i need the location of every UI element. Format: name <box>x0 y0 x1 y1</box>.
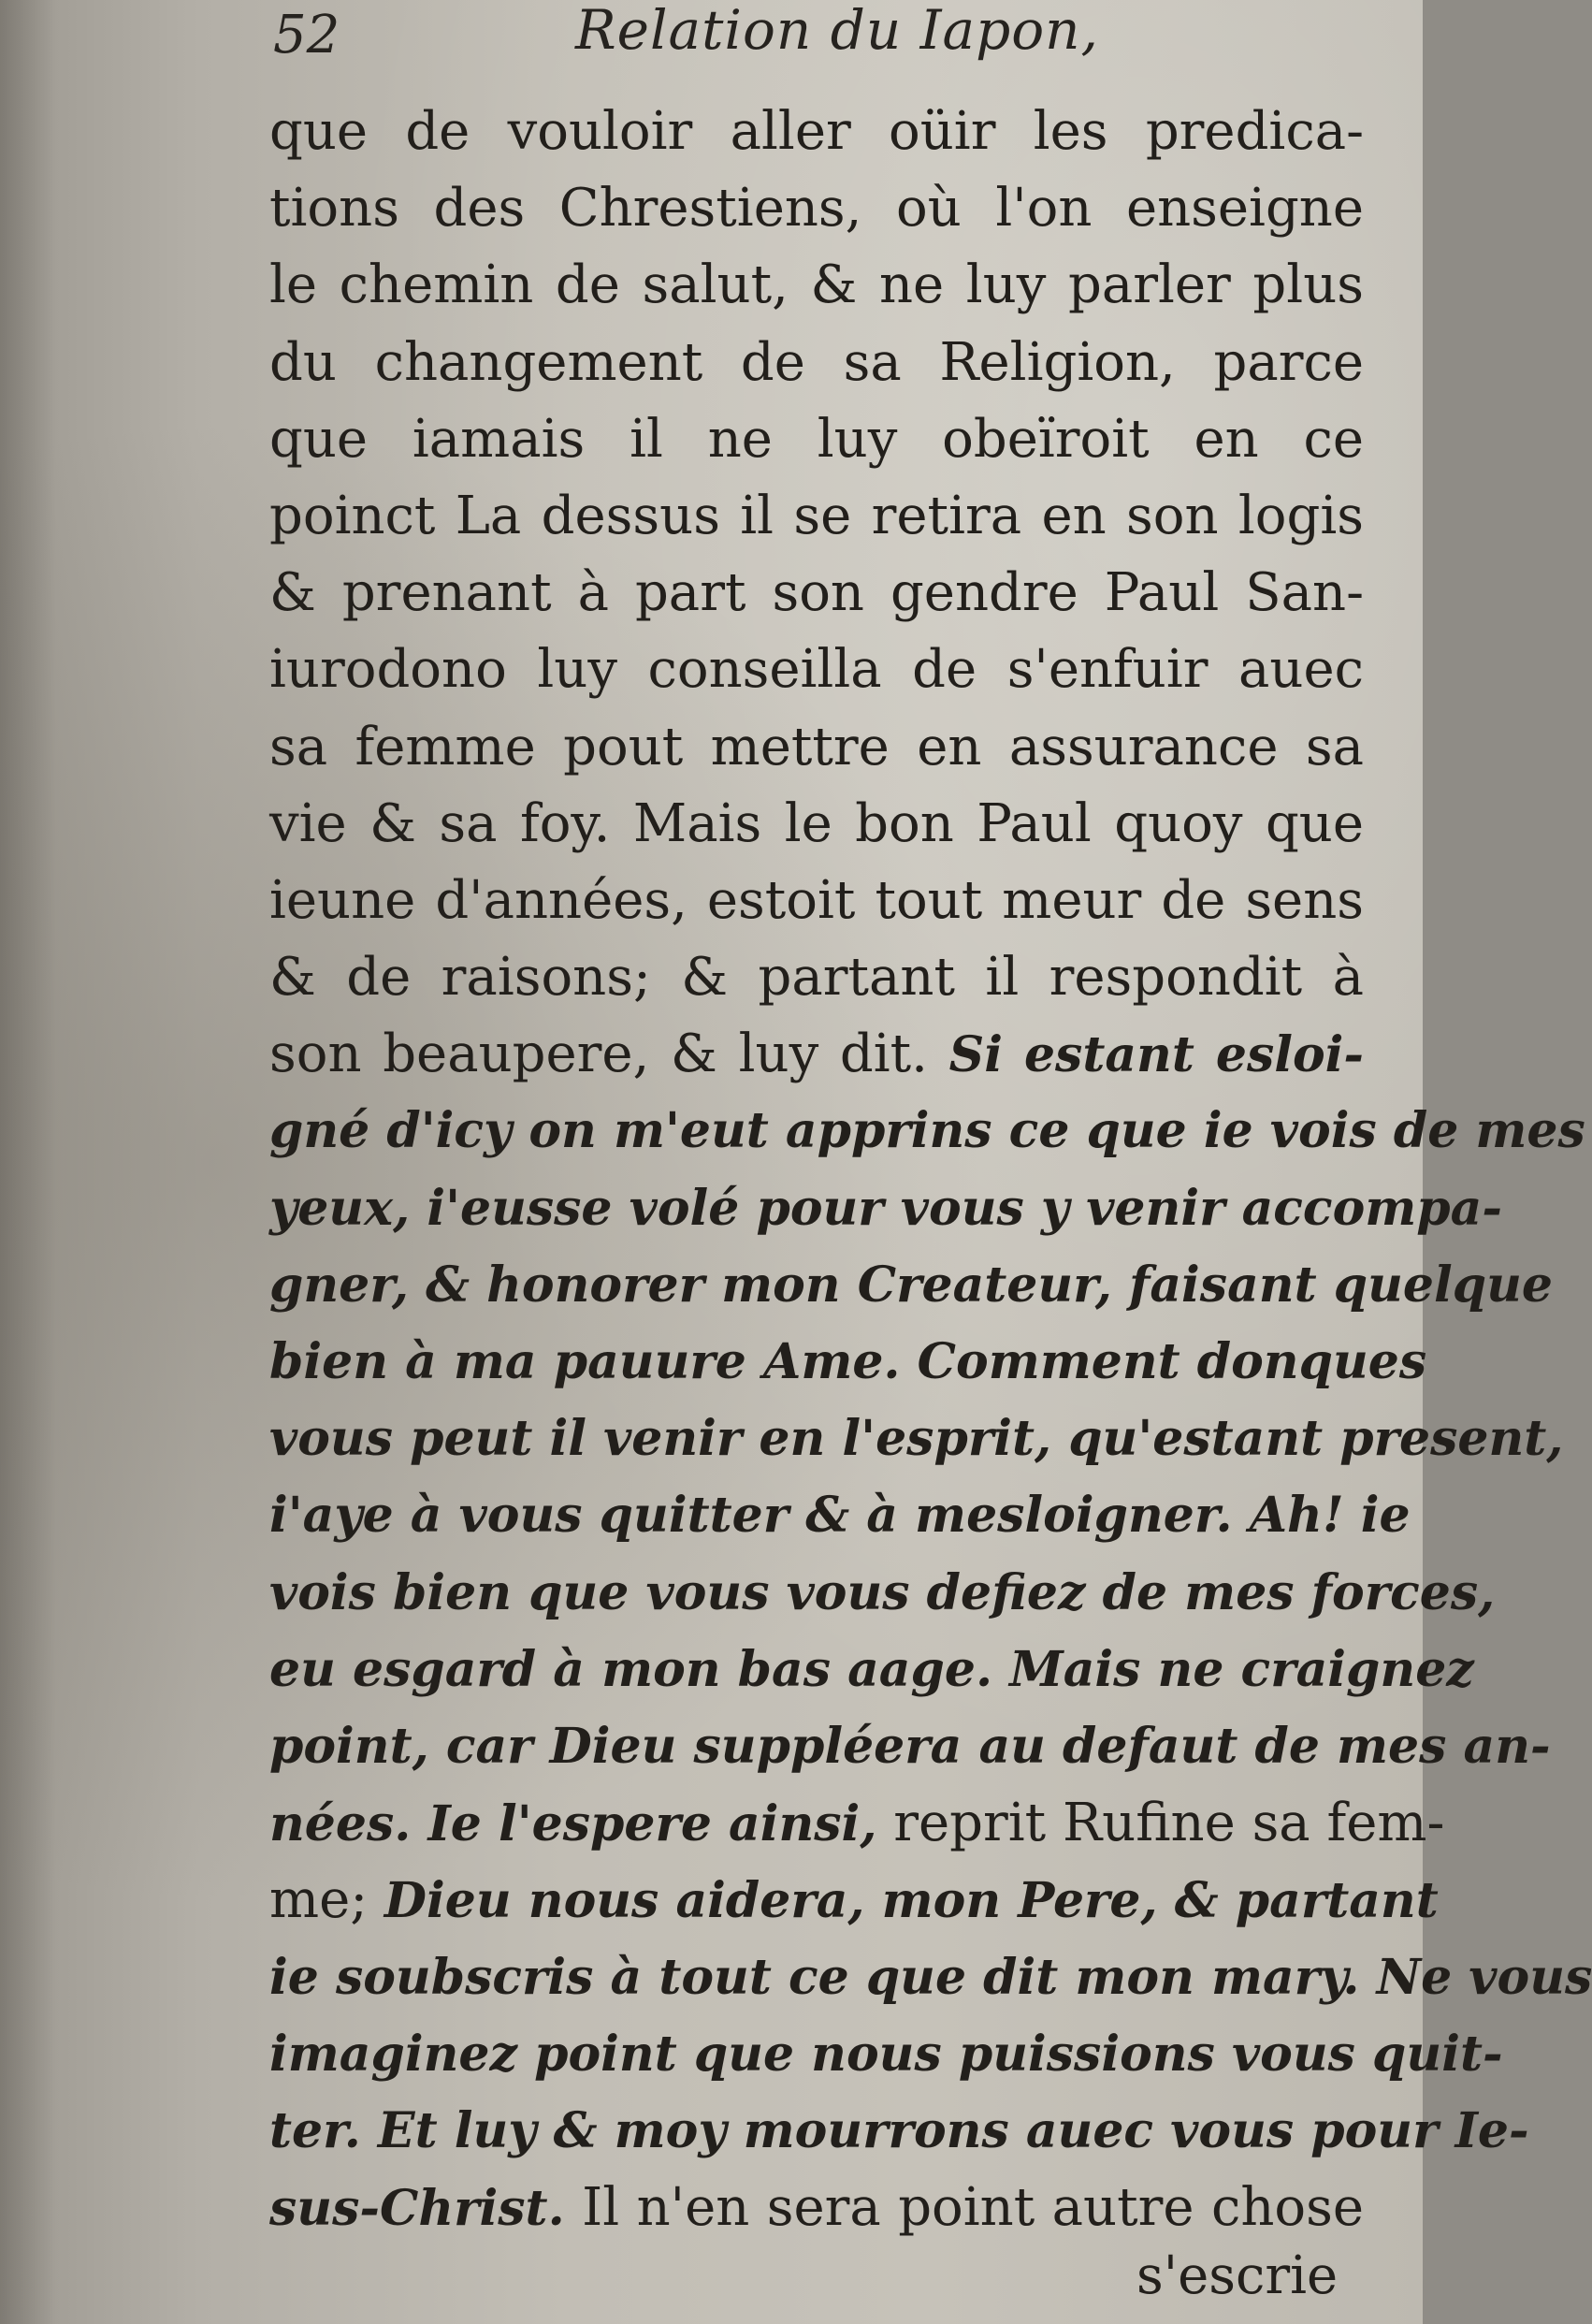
text-line: sa femme pout mettre en assurance sa <box>269 716 1364 777</box>
text-line: que de vouloir aller oüir les predica- <box>269 101 1364 162</box>
page-number: 52 <box>273 5 340 65</box>
text-line: le chemin de salut, & ne luy parler plus <box>269 254 1364 316</box>
text-line-mixed <box>269 1862 1439 1939</box>
text-line: ieune d'années, estoit tout meur de sens <box>269 869 1364 931</box>
running-head <box>0 0 1423 75</box>
text-block <box>269 94 1592 2246</box>
catchword: s'escrie <box>1136 2245 1339 2306</box>
text-line: vie & sa foy. Mais le bon Paul quoy que <box>269 792 1364 854</box>
text-line-italic: point, car Dieu suppléera au defaut de mes an- <box>269 1717 1551 1775</box>
text-segment-italic: nées. Ie l'espere ainsi, <box>269 1795 877 1853</box>
text-segment-italic: Si estant esloi- <box>948 1026 1365 1084</box>
text-line-italic: bien à ma pauure Ame. Comment donques <box>269 1333 1427 1390</box>
text-line-italic: eu esgard à mon bas aage. Mais ne craignez <box>269 1640 1474 1698</box>
text-segment-italic: sus-Christ. <box>269 2180 565 2238</box>
text-line-italic: vois bien que vous vous defiez de mes forces, <box>269 1563 1496 1621</box>
text-line-italic: ie soubscris à tout ce que dit mon mary. Ne vous <box>269 1948 1592 2006</box>
text-line: que iamais il ne luy obeïroit en ce <box>269 408 1364 470</box>
text-segment-roman: Il n'en sera point autre chose <box>582 2177 1365 2239</box>
text-line-italic: i'aye à vous quitter & à mesloigner. Ah! ie <box>269 1487 1411 1545</box>
text-line: tions des Chrestiens, où l'on enseigne <box>269 178 1364 240</box>
text-line-italic: vous peut il venir en l'esprit, qu'estant present, <box>269 1410 1564 1468</box>
text-line: iurodono luy conseilla de s'enfuir auec <box>269 639 1364 701</box>
text-line: & prenant à part son gendre Paul San- <box>269 562 1364 624</box>
text-segment-roman: me; <box>269 1869 369 1931</box>
text-line-italic: gner, & honorer mon Createur, faisant quelque <box>269 1256 1553 1314</box>
text-line-italic: yeux, i'eusse volé pour vous y venir accompa- <box>269 1179 1502 1237</box>
text-line: du changement de sa Religion, parce <box>269 331 1364 393</box>
text-line-mixed <box>269 1016 1364 1093</box>
text-line-mixed <box>269 2170 1364 2246</box>
text-line-italic: ter. Et luy & moy mourrons auec vous pour Ie- <box>269 2101 1529 2159</box>
text-segment-roman: reprit Rufine sa fem- <box>893 1793 1445 1854</box>
text-segment-roman: son beaupere, & luy dit. <box>269 1024 928 1085</box>
gutter-shadow <box>0 0 56 2324</box>
text-segment-italic: Dieu nous aidera, mon Pere, & partant <box>384 1872 1439 1930</box>
text-line-mixed <box>269 1785 1445 1862</box>
text-line-italic: imaginez point que nous puissions vous quit- <box>269 2025 1503 2083</box>
text-line-italic: gné d'icy on m'eut apprins ce que ie vois de mes <box>269 1102 1585 1160</box>
text-line: poinct La dessus il se retira en son logis <box>269 485 1364 546</box>
text-line: & de raisons; & partant il respondit à <box>269 947 1364 1009</box>
running-title: Relation du Iapon, <box>575 0 1099 62</box>
